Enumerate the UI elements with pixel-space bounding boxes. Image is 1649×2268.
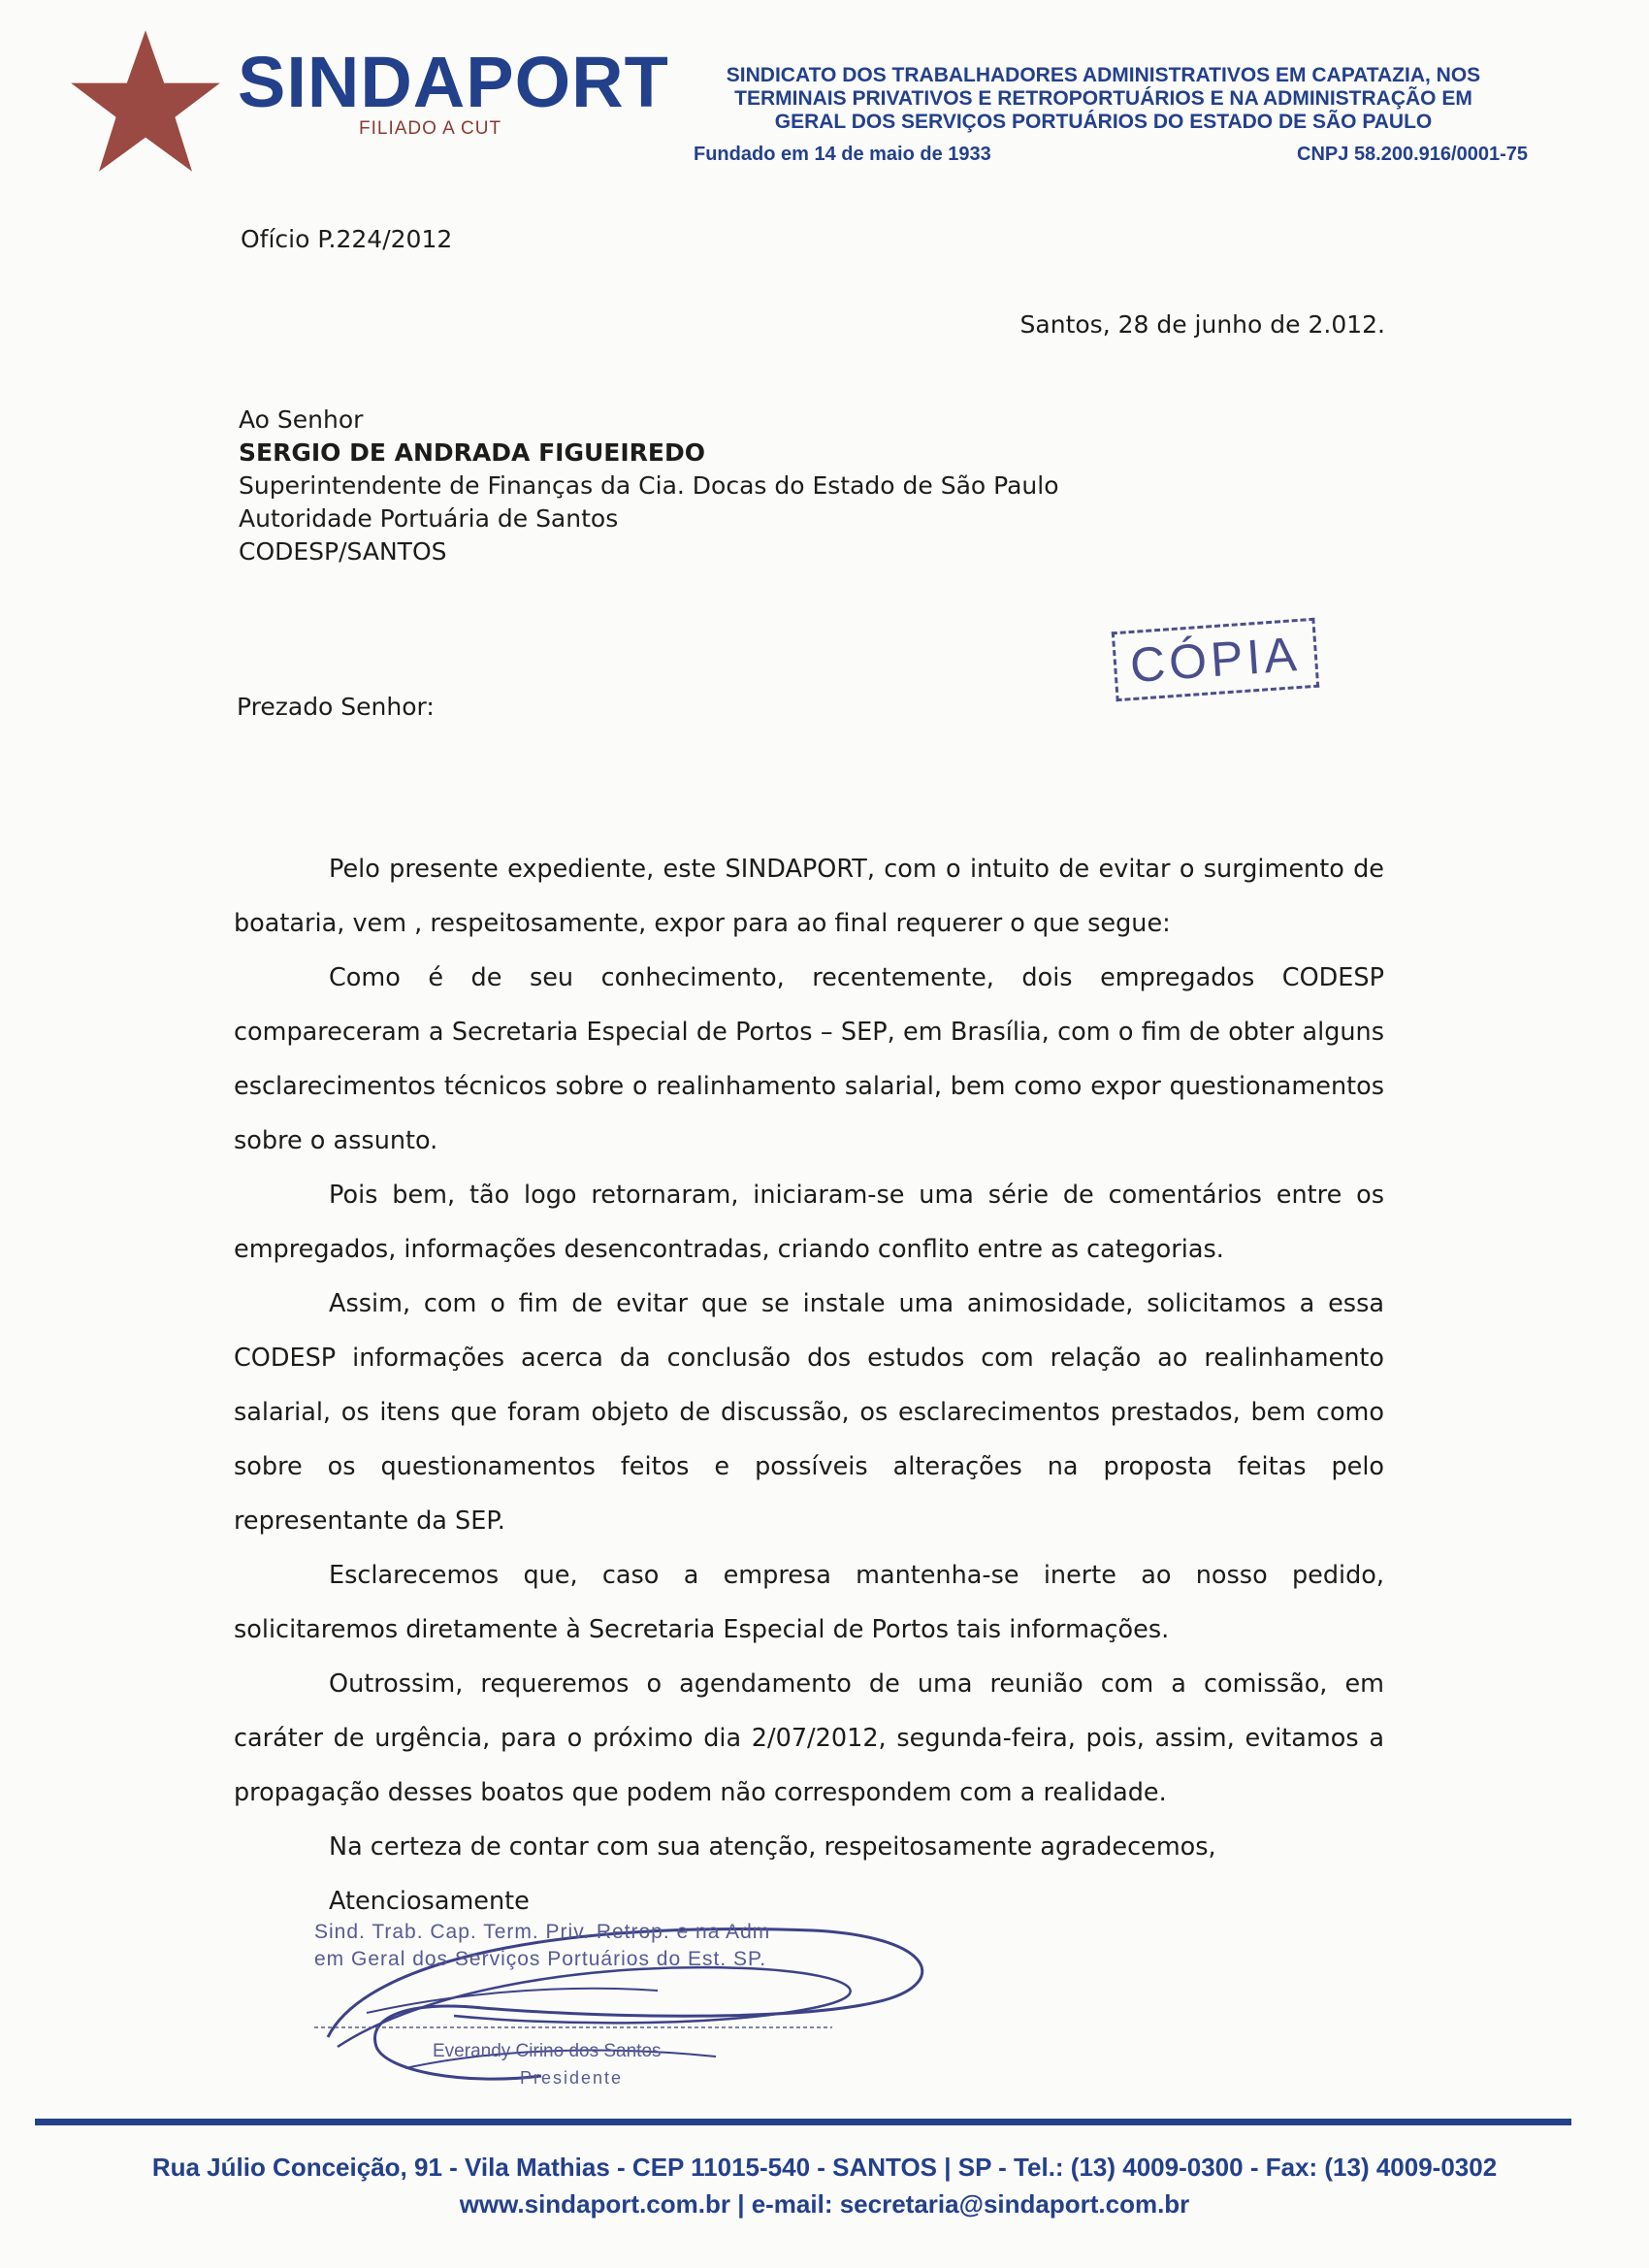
body-paragraph: Pois bem, tão logo retornaram, iniciaram-se uma série de comentários entre os empregados, informações desencontradas, criando conflito entre as categorias. xyxy=(234,1181,1384,1264)
org-line: SINDICATO DOS TRABALHADORES ADMINISTRATIVOS EM CAPATAZIA, NOS xyxy=(726,64,1481,86)
org-meta xyxy=(694,144,1528,166)
signer-role: Presidente xyxy=(520,2068,624,2088)
greeting: Prezado Senhor: xyxy=(237,693,435,721)
founded-date: Fundado em 14 de maio de 1933 xyxy=(694,144,991,165)
signature-stamp-line: Sind. Trab. Cap. Term. Priv. Retrop. e na Adm xyxy=(314,1921,771,1943)
closing-line: Na certeza de contar com sua atenção, respeitosamente agradecemos, xyxy=(329,1832,1216,1862)
org-line: GERAL DOS SERVIÇOS PORTUÁRIOS DO ESTADO DE SÃO PAULO xyxy=(774,111,1433,133)
recipient-name: SERGIO DE ANDRADA FIGUEIREDO xyxy=(239,438,705,467)
body-paragraph: Assim, com o fim de evitar que se instale uma animosidade, solicitamos a essa CODESP informações acerca da conclusão dos estudos com relação ao realinhamento salarial, os itens que foram objeto de discussão, os esclarecimentos prestados, bem como sobre os questionamentos feitos e possíveis alterações na proposta feitas pelo representante da SEP. xyxy=(234,1289,1384,1536)
recipient-salutation: Ao Senhor xyxy=(239,405,364,434)
letter-reference: Ofício P.224/2012 xyxy=(241,225,453,253)
signer-name: Everandy Cirino dos Santos xyxy=(433,2041,662,2061)
body-paragraph: Pelo presente expediente, este SINDAPORT, com o intuito de evitar o surgimento de boataria, vem , respeitosamente, expor para ao final requerer o que segue: xyxy=(234,855,1384,938)
signature-stamp-line: em Geral dos Serviços Portuários do Est. SP. xyxy=(314,1948,767,1970)
letter-body xyxy=(234,842,1384,1928)
cnpj: CNPJ 58.200.916/0001-75 xyxy=(1297,144,1528,165)
footer-divider xyxy=(35,2119,1571,2125)
footer-contact: www.sindaport.com.br | e-mail: secretaria@sindaport.com.br xyxy=(459,2189,1190,2219)
signature-stamp xyxy=(308,1901,949,2095)
recipient-org: Autoridade Portuária de Santos xyxy=(239,504,619,533)
body-paragraph: Como é de seu conhecimento, recentemente, dois empregados CODESP compareceram a Secretaria Especial de Portos – SEP, em Brasília, com o fim de obter alguns esclarecimentos técnicos sobre o realinhamento salarial, bem como expor questionamentos sobre o assunto. xyxy=(234,963,1384,1155)
org-name xyxy=(674,64,1533,134)
recipient-title: Superintendente de Finanças da Cia. Docas do Estado de São Paulo xyxy=(239,471,1059,500)
body-paragraph: Outrossim, requeremos o agendamento de uma reunião com a comissão, em caráter de urgência, para o próximo dia 2/07/2012, segunda-feira, pois, assim, evitamos a propagação desses boatos que podem não correspondem com a realidade. xyxy=(234,1669,1384,1807)
letter-date: Santos, 28 de junho de 2.012. xyxy=(1019,310,1385,339)
closing-signoff: Atenciosamente xyxy=(329,1887,530,1916)
recipient-block xyxy=(239,404,1059,568)
star-logo-icon xyxy=(68,27,223,175)
org-line: TERMINAIS PRIVATIVOS E RETROPORTUÁRIOS E NA ADMINISTRAÇÃO EM xyxy=(734,87,1472,110)
brand-name: SINDAPORT xyxy=(238,42,669,122)
copy-stamp: CÓPIA xyxy=(1112,618,1319,701)
brand-subtitle: FILIADO A CUT xyxy=(359,118,502,139)
footer-address: Rua Júlio Conceição, 91 - Vila Mathias - CEP 11015-540 - SANTOS | SP - Tel.: (13) 4009-0300 - Fax: (13) 4009-0302 xyxy=(151,2153,1498,2182)
recipient-dept: CODESP/SANTOS xyxy=(239,537,447,566)
body-paragraph: Esclarecemos que, caso a empresa mantenha-se inerte ao nosso pedido, solicitaremos diretamente à Secretaria Especial de Portos tais informações. xyxy=(234,1561,1384,1644)
